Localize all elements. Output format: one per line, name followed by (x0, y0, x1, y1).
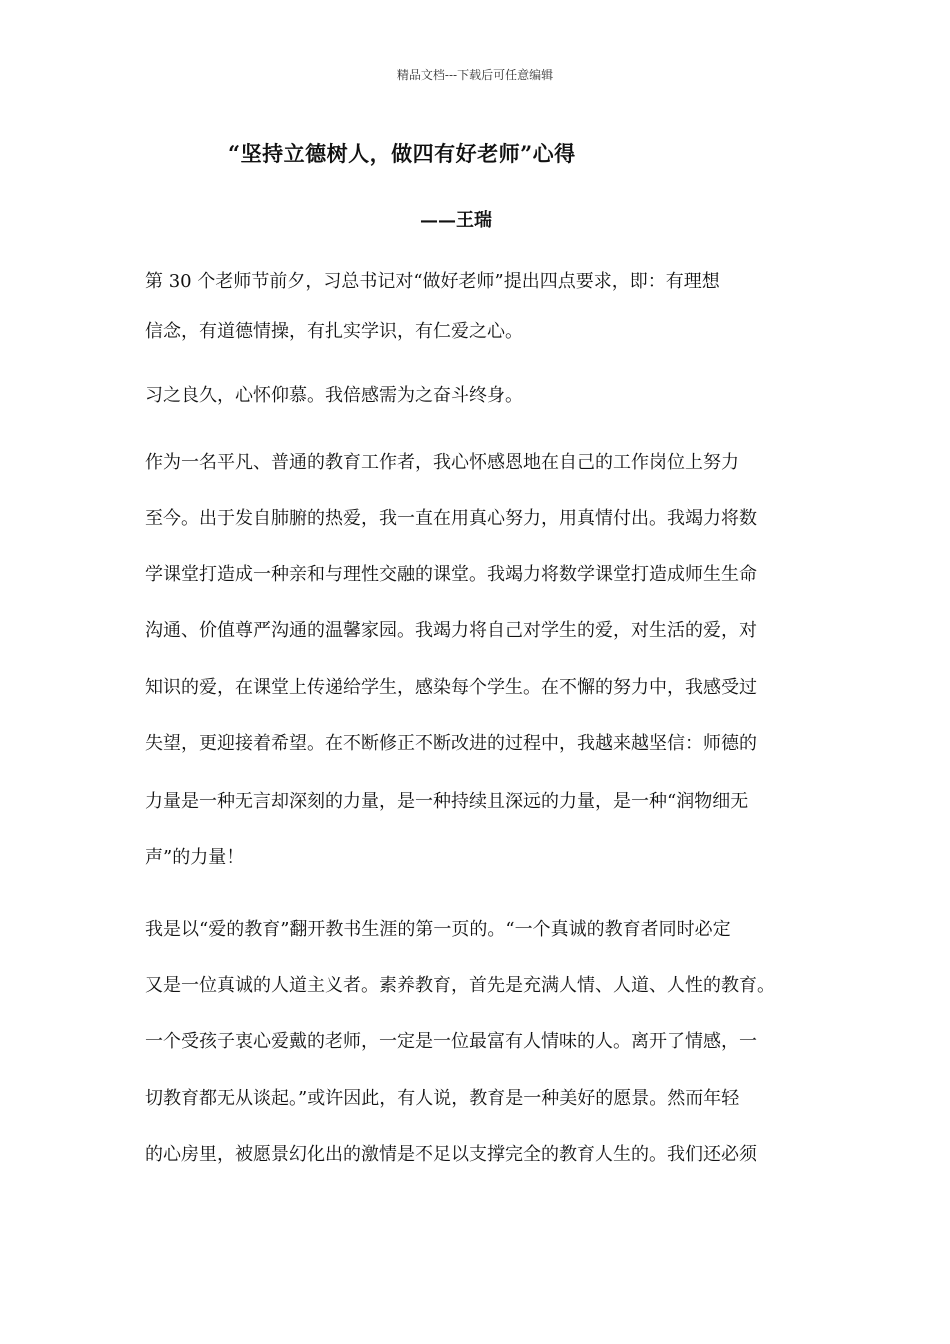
document-title: “坚持立德树人，做四有好老师”心得 (228, 141, 576, 166)
body-line: 切教育都无从谈起。”或许因此，有人说，教育是一种美好的愿景。然而年轻 (145, 1088, 740, 1109)
body-line: 第 30 个老师节前夕，习总书记对“做好老师”提出四点要求，即：有理想 (145, 271, 720, 292)
body-line: 学课堂打造成一种亲和与理性交融的课堂。我竭力将数学课堂打造成师生生命 (145, 564, 757, 585)
body-line: 的心房里，被愿景幻化出的激情是不足以支撑完全的教育人生的。我们还必须 (145, 1144, 757, 1165)
body-line: 沟通、价值尊严沟通的温馨家园。我竭力将自己对学生的爱，对生活的爱，对 (145, 620, 757, 641)
body-line: 至今。出于发自肺腑的热爱，我一直在用真心努力，用真情付出。我竭力将数 (145, 508, 757, 529)
page-header-note: 精品文档---下载后可任意编辑 (396, 68, 554, 82)
body-line: 一个受孩子衷心爱戴的老师，一定是一位最富有人情味的人。离开了情感，一 (145, 1031, 757, 1052)
body-line: 作为一名平凡、普通的教育工作者，我心怀感恩地在自己的工作岗位上努力 (145, 452, 739, 473)
body-line: 我是以“爱的教育”翻开教书生涯的第一页的。“一个真诚的教育者同时必定 (145, 919, 731, 940)
body-line: 失望，更迎接着希望。在不断修正不断改进的过程中，我越来越坚信：师德的 (145, 733, 757, 754)
body-line: 信念，有道德情操，有扎实学识，有仁爱之心。 (145, 321, 523, 342)
body-line: 习之良久，心怀仰慕。我倍感需为之奋斗终身。 (145, 385, 523, 406)
body-line: 声”的力量！ (145, 847, 245, 868)
body-line: 又是一位真诚的人道主义者。素养教育，首先是充满人情、人道、人性的教育。 (145, 975, 775, 996)
document-author: ——王瑞 (420, 210, 492, 231)
body-line: 知识的爱，在课堂上传递给学生，感染每个学生。在不懈的努力中，我感受过 (145, 677, 757, 698)
body-line: 力量是一种无言却深刻的力量，是一种持续且深远的力量，是一种“润物细无 (145, 791, 749, 812)
